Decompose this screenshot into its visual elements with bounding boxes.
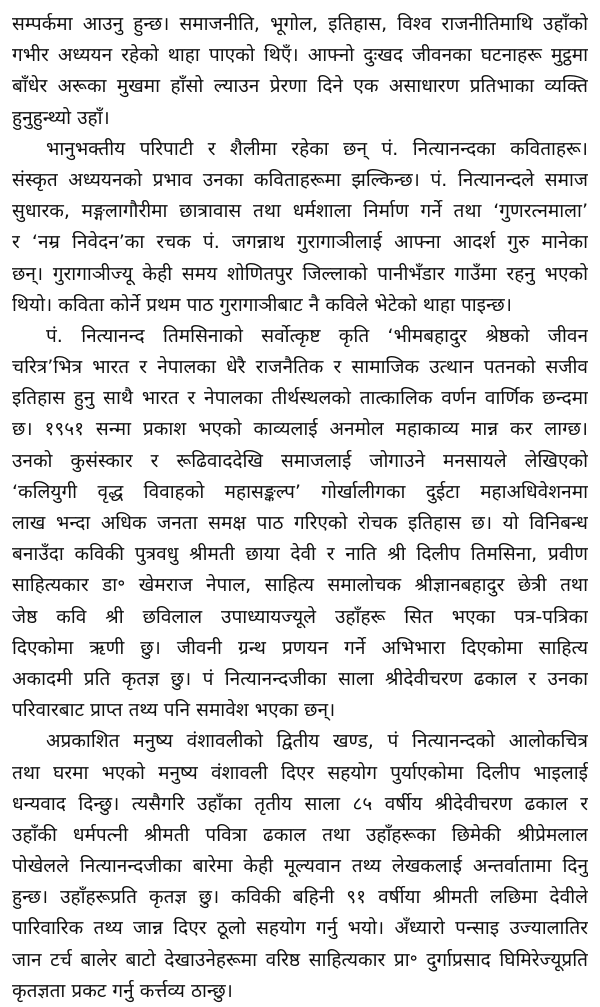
text-line: ‘कलियुगी वृद्ध विवाहको महासङ्कल्प’ गोर्खालीगका दुईटा महाअधिवेशनमा bbox=[12, 480, 588, 503]
text-line: र ‘नम्र निवेदन’का रचक पं. जगन्नाथ गुरागाञीलाई आफ्ना आदर्श गुरु मानेका bbox=[12, 231, 588, 254]
text-line: दिएकोमा ऋणी छु। जीवनी ग्रन्थ प्रणयन गर्ने अभिभारा दिएकोमा साहित्य bbox=[12, 636, 588, 659]
text-line: अप्रकाशित मनुष्य वंशावलीको द्वितीय खण्ड, पं नित्यानन्दको आलोकचित्र bbox=[46, 730, 588, 753]
paragraph-3 bbox=[12, 321, 588, 726]
text-line: परिवारबाट प्राप्त तथ्य पनि समावेश भएका छन्। bbox=[12, 699, 336, 722]
text-line: पारिवारिक तथ्य जान्न दिएर ठूलो सहयोग गर्नु भयो। अँध्यारो पन्साइ उज्यालातिर bbox=[12, 917, 588, 940]
text-line: अकादमी प्रति कृतज्ञ छु। पं नित्यानन्दजीका साला श्रीदेवीचरण ढकाल र उनका bbox=[12, 667, 588, 690]
text-line: सम्पर्कमा आउनु हुन्छ। समाजनीति, भूगोल, इतिहास, विश्व राजनीतिमाथि उहाँको bbox=[12, 13, 588, 35]
text-line: उनको कुसंस्कार र रूढिवाददेखि समाजलाई जोगाउने मनसायले लेखिएको bbox=[12, 449, 588, 472]
text-line: बाँधेर अरूका मुखमा हाँसो ल्याउन प्रेरणा दिने एक असाधारण प्रतिभाका व्यक्ति bbox=[12, 75, 588, 98]
text-line: लाख भन्दा अधिक जनता समक्ष पाठ गरिएको रोचक इतिहास छ। यो विनिबन्ध bbox=[12, 512, 588, 534]
text-line: हुनुहुन्थ्यो उहाँ। bbox=[12, 106, 110, 129]
text-line: संस्कृत अध्ययनको प्रभाव उनका कविताहरूमा झल्किन्छ। पं. नित्यानन्दले समाज bbox=[12, 168, 588, 191]
text-line: छ। १९५१ सन्मा प्रकाश भएको काव्यलाई अनमोल महाकाव्य मान्न कर लाग्छ। bbox=[12, 418, 588, 441]
text-line: उहाँकी धर्मपत्नी श्रीमती पवित्रा ढकाल तथा उहाँहरूका छिमेकी श्रीप्रेमलाल bbox=[12, 823, 588, 846]
text-line: इतिहास हुनु साथै भारत र नेपालका तीर्थस्थलको तात्कालिक वर्णन वार्णिक छन्दमा bbox=[12, 387, 588, 410]
text-line: गभीर अध्ययन रहेको थाहा पाएको थिएँ। आफ्नो दुःखद जीवनका घटनाहरू मुट्ठमा bbox=[12, 44, 588, 67]
paragraph-2 bbox=[12, 134, 588, 321]
text-line: साहित्यकार डा॰ खेमराज नेपाल, साहित्य समालोचक श्रीज्ञानबहादुर छेत्री तथा bbox=[12, 574, 588, 597]
text-line: धन्यवाद दिन्छु। त्यसैगरि उहाँका तृतीय साला ८५ वर्षीय श्रीदेवीचरण ढकाल र bbox=[12, 792, 588, 815]
paragraph-1 bbox=[12, 9, 588, 134]
text-line: जेष्ठ कवि श्री छविलाल उपाध्यायज्यूले उहाँहरू सित भएका पत्र-पत्रिका bbox=[12, 605, 588, 628]
text-line: हुन्छ। उहाँहरूप्रति कृतज्ञ छु। कविकी बहिनी ९१ वर्षीया श्रीमती लछिमा देवीले bbox=[12, 886, 588, 909]
text-line: थियो। कविता कोर्ने प्रथम पाठ गुरागाञीबाट नै कविले भेटेको थाहा पाइन्छ। bbox=[12, 293, 512, 316]
text-line: पं. नित्यानन्द तिमसिनाको सर्वोत्कृष्ट कृति ‘भीमबहादुर श्रेष्ठको जीवन bbox=[46, 324, 588, 347]
text-line: पोखेलले नित्यानन्दजीका बारेमा केही मूल्यवान तथ्य लेखकलाई अन्तर्वातामा दिनु bbox=[12, 855, 588, 878]
text-line: कृतज्ञता प्रकट गर्नु कर्त्तव्य ठान्छु। bbox=[12, 979, 233, 1002]
text-line: छन्। गुरागाञीज्यू केही समय शोणितपुर जिल्लाको पानीभँडार गाउँमा रहनु भएको bbox=[12, 262, 588, 285]
text-line: बनाउँदा कविकी पुत्रवधु श्रीमती छाया देवी र नाति श्री दिलीप तिमसिना, प्रवीण bbox=[12, 543, 588, 566]
text-line: चरित्र’भित्र भारत र नेपालका धेरै राजनैतिक र सामाजिक उत्थान पतनको सजीव bbox=[12, 356, 588, 379]
text-line: सुधारक, मङ्गलागौरीमा छात्रावास तथा धर्मशाला निर्माण गर्ने तथा ‘गुणरत्नमाला’ bbox=[12, 200, 588, 223]
text-line: तथा घरमा भएको मनुष्य वंशावली दिएर सहयोग पुर्याएकोमा दिलीप भाइलाई bbox=[12, 761, 588, 784]
text-line: जान टर्च बालेर बाटो देखाउनेहरूमा वरिष्ठ साहित्यकार प्रा॰ दुर्गाप्रसाद घिमिरेज्यूप्रति bbox=[12, 948, 588, 971]
paragraph-4 bbox=[12, 726, 588, 1007]
text-line: भानुभक्तीय परिपाटी र शैलीमा रहेका छन् पं. नित्यानन्दका कविताहरू। bbox=[46, 137, 588, 160]
